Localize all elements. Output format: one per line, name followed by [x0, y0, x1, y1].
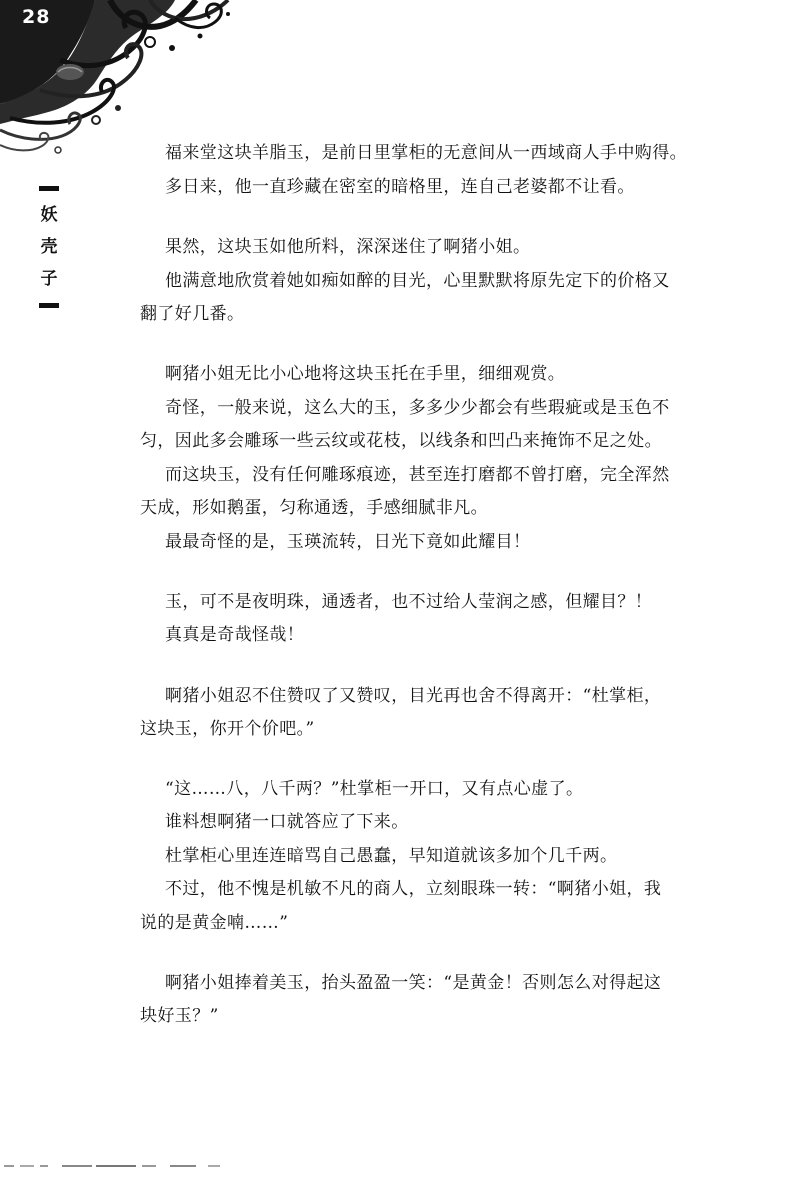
- side-title-top-bar: [39, 186, 59, 191]
- side-title-bottom-bar: [39, 303, 59, 308]
- text-line: 果然，这块玉如他所料，深深迷住了啊猪小姐。: [165, 237, 531, 257]
- side-title-char: 壳: [40, 237, 58, 257]
- text-line: 谁料想啊猪一口就答应了下来。: [165, 812, 409, 832]
- text-line: 奇怪，一般来说，这么大的玉，多多少少都会有些瑕疵或是玉色不: [165, 398, 670, 418]
- text-line: “这……八，八千两？”杜掌柜一开口，又有点心虚了。: [165, 779, 584, 799]
- side-title-char: 子: [40, 269, 58, 289]
- page-number: 28: [22, 6, 51, 28]
- text-line: 而这块玉，没有任何雕琢痕迹，甚至连打磨都不曾打磨，完全浑然: [165, 465, 670, 485]
- text-line: 匀，因此多会雕琢一些云纹或花枝，以线条和凹凸来掩饰不足之处。: [140, 431, 662, 451]
- side-title: [34, 178, 64, 316]
- text-line: 真真是奇哉怪哉！: [165, 625, 305, 645]
- text-line: 他满意地欣赏着她如痴如醉的目光，心里默默将原先定下的价格又: [165, 271, 670, 291]
- scan-artifact-marks: [0, 1160, 240, 1172]
- side-title-char: 妖: [40, 205, 58, 225]
- text-line: 不过，他不愧是机敏不凡的商人，立刻眼珠一转：“啊猪小姐，我: [165, 879, 662, 899]
- text-line: 玉，可不是夜明珠，通透者，也不过给人莹润之感，但耀目？！: [165, 592, 653, 612]
- text-line: 啊猪小姐忍不住赞叹了又赞叹，目光再也舍不得离开：“杜掌柜，: [165, 686, 662, 706]
- text-line: 杜掌柜心里连连暗骂自己愚蠢，早知道就该多加个几千两。: [165, 846, 618, 866]
- text-line: 多日来，他一直珍藏在密室的暗格里，连自己老婆都不让看。: [165, 177, 635, 197]
- text-line: 说的是黄金喃……”: [140, 913, 289, 933]
- text-line: 啊猪小姐无比小心地将这块玉托在手里，细细观赏。: [165, 364, 566, 384]
- text-line: 福来堂这块羊脂玉，是前日里掌柜的无意间从一西域商人手中购得。: [165, 143, 687, 163]
- text-line: 最最奇怪的是，玉瑛流转，日光下竟如此耀目！: [165, 532, 531, 552]
- text-line: 啊猪小姐捧着美玉，抬头盈盈一笑：“是黄金！否则怎么对得起这: [165, 973, 662, 993]
- text-line: 块好玉？”: [140, 1006, 219, 1026]
- text-line: 这块玉，你开个价吧。”: [140, 719, 315, 739]
- text-line: 翻了好几番。: [140, 304, 245, 324]
- text-line: 天成，形如鹅蛋，匀称通透，手感细腻非凡。: [140, 498, 488, 518]
